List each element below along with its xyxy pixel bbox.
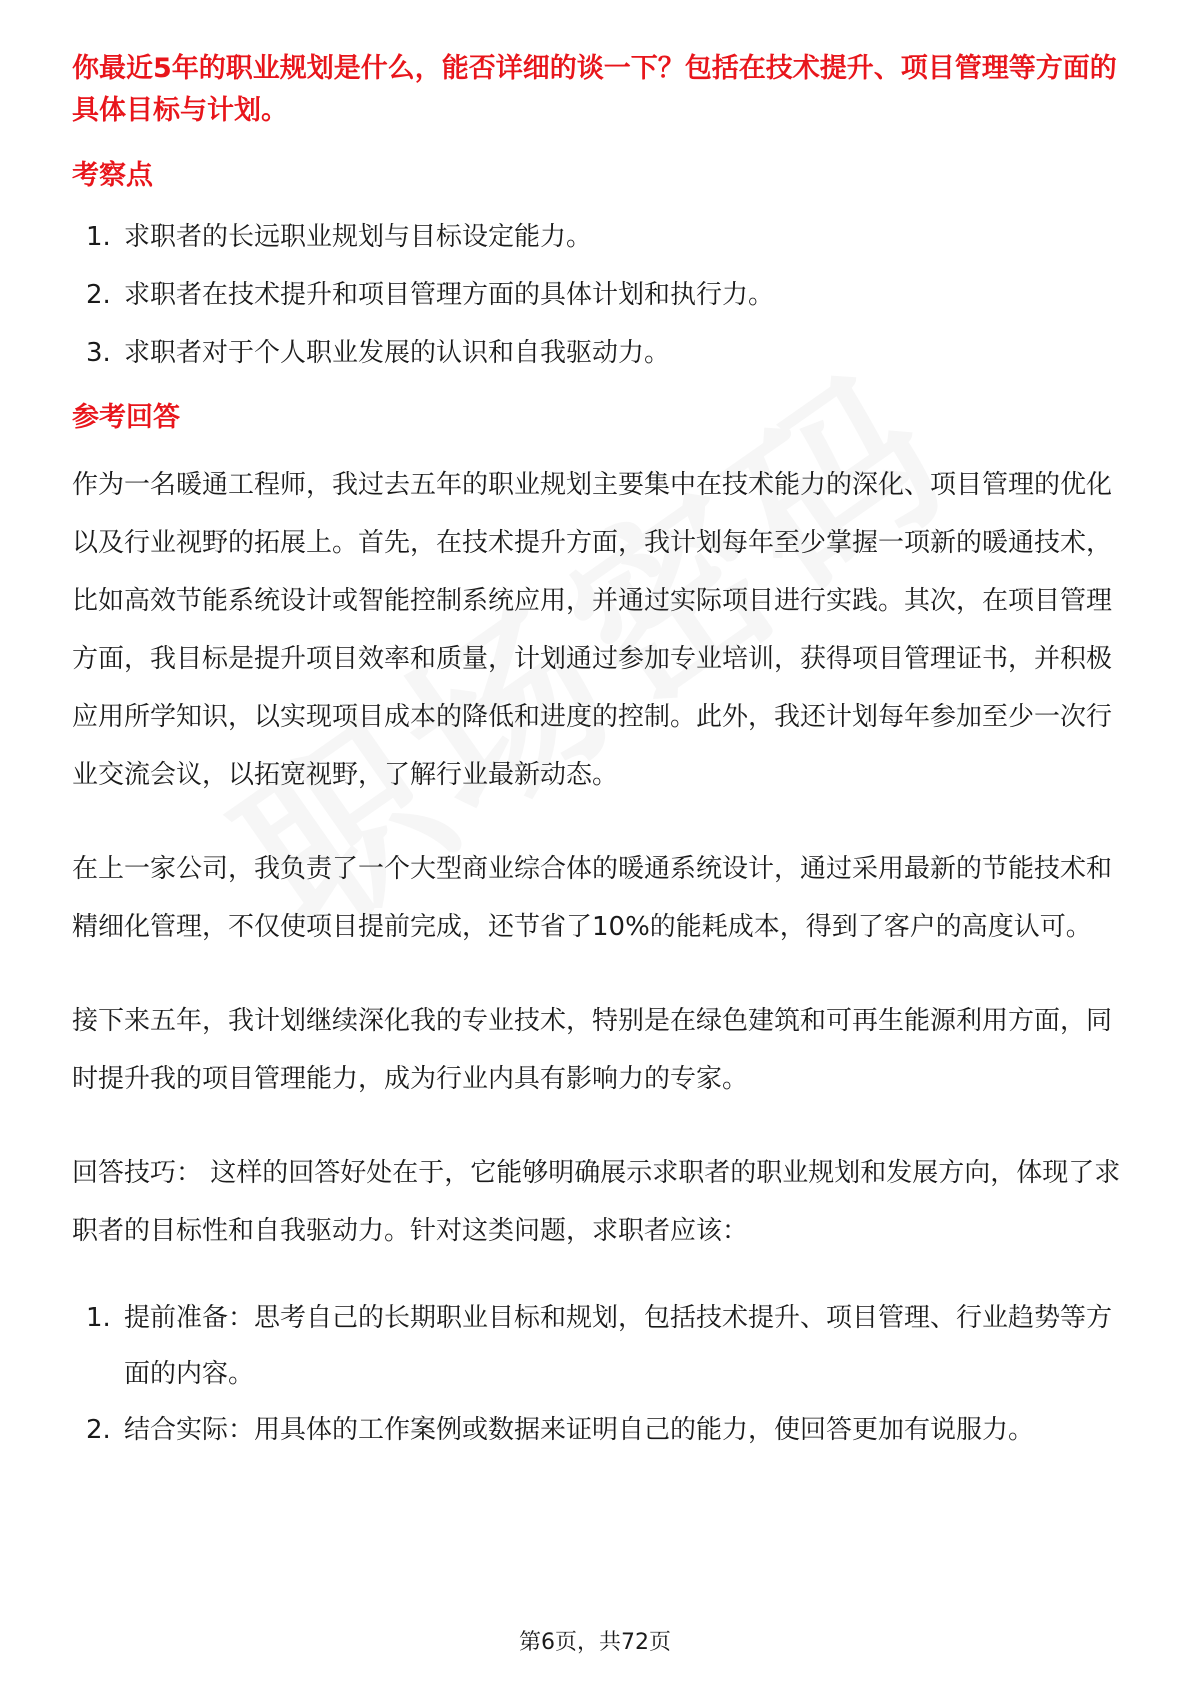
list-text: 求职者在技术提升和项目管理方面的具体计划和执行力。 [124, 280, 775, 310]
list-number: 1. [86, 1303, 111, 1333]
list-item [72, 1290, 1122, 1402]
answer-heading: 参考回答 [72, 402, 180, 433]
list-number: 1. [86, 222, 111, 252]
answer-paragraph: 在上一家公司，我负责了一个大型商业综合体的暖通系统设计，通过采用最新的节能技术和精细化管理，不仅使项目提前完成，还节省了10%的能耗成本，得到了客户的高度认可。 [72, 854, 1113, 942]
list-number: 2. [86, 280, 111, 310]
list-text: 结合实际：用具体的工作案例或数据来证明自己的能力，使回答更加有说服力。 [124, 1415, 1035, 1445]
list-text: 求职者对于个人职业发展的认识和自我驱动力。 [124, 338, 671, 368]
page-footer: 第6页，共72页 [519, 1630, 671, 1655]
list-text: 求职者的长远职业规划与目标设定能力。 [124, 222, 593, 252]
assessment-list [72, 216, 1122, 374]
answer-paragraph: 作为一名暖通工程师，我过去五年的职业规划主要集中在技术能力的深化、项目管理的优化以及行业视野的拓展上。首先，在技术提升方面，我计划每年至少掌握一项新的暖通技术，比如高效节能系统设计或智能控制系统应用，并通过实际项目进行实践。其次，在项目管理方面，我目标是提升项目效率和质量，计划通过参加专业培训，获得项目管理证书，并积极应用所学知识，以实现项目成本的降低和进度的控制。此外，我还计划每年参加至少一次行业交流会议，以拓宽视野，了解行业最新动态。 [72, 470, 1113, 790]
list-number: 3. [86, 338, 111, 368]
list-number: 2. [86, 1415, 111, 1445]
list-item [72, 216, 1122, 258]
list-item [72, 1402, 1122, 1458]
list-item [72, 332, 1122, 374]
answer-tips-intro: 回答技巧： 这样的回答好处在于，它能够明确展示求职者的职业规划和发展方向，体现了求职者的目标性和自我驱动力。针对这类问题，求职者应该： [72, 1158, 1121, 1246]
list-item [72, 274, 1122, 316]
tips-list [72, 1290, 1122, 1458]
question-title: 你最近5年的职业规划是什么，能否详细的谈一下？包括在技术提升、项目管理等方面的具体目标与计划。 [72, 53, 1117, 126]
assessment-heading: 考察点 [72, 160, 153, 191]
list-text: 提前准备：思考自己的长期职业目标和规划，包括技术提升、项目管理、行业趋势等方面的内容。 [124, 1303, 1113, 1389]
document-page [72, 48, 1122, 1458]
answer-paragraph: 接下来五年，我计划继续深化我的专业技术，特别是在绿色建筑和可再生能源利用方面，同时提升我的项目管理能力，成为行业内具有影响力的专家。 [72, 1006, 1113, 1094]
